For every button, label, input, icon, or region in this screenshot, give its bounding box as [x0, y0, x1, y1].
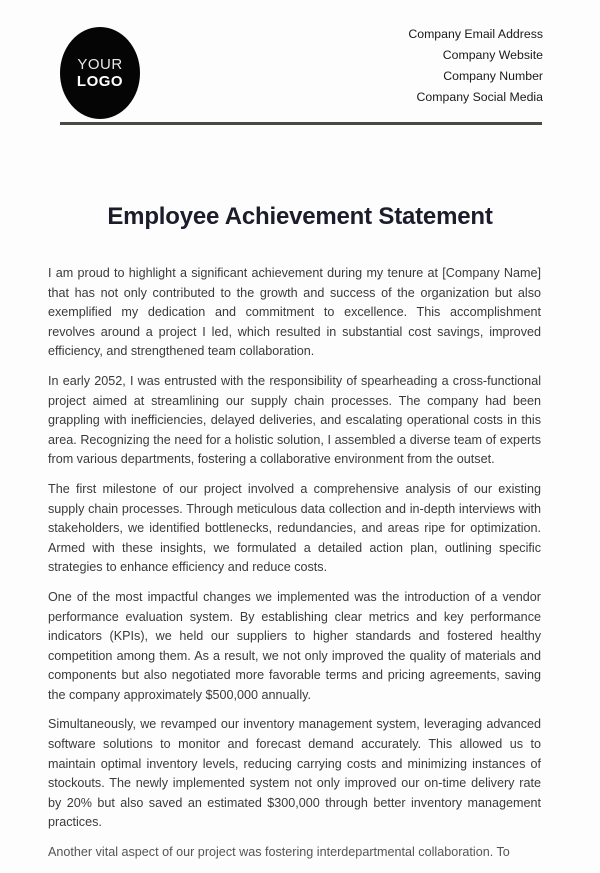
company-contact-block [408, 26, 543, 110]
document-body [48, 264, 541, 873]
paragraph: In early 2052, I was entrusted with the responsibility of spearheading a cross-functional project aimed at streamlining our supply chain processes. The company had been grappling with inefficiencies, delayed deliveries, and escalating operational costs in this area. Recognizing the need for a holistic solution, I assembled a diverse team of experts from various departments, fostering a collaborative environment from the outset. [48, 373, 541, 467]
header-divider [60, 122, 542, 125]
company-social-media: Company Social Media [416, 90, 543, 104]
company-number: Company Number [443, 69, 543, 83]
logo-text-your: YOUR [77, 56, 123, 73]
company-website: Company Website [442, 48, 543, 62]
logo-text-logo: LOGO [76, 73, 124, 90]
paragraph: I am proud to highlight a significant achievement during my tenure at [Company Name] that has not only contributed to the growth and success of the organization but also exemplified my dedication and commitment to excellence. This accomplishment revolves around a project I led, which resulted in substantial cost savings, improved efficiency, and strengthened team collaboration. [48, 266, 541, 359]
paragraph: Another vital aspect of our project was fostering interdepartmental collaboration. To [48, 845, 510, 860]
paragraph: One of the most impactful changes we implemented was the introduction of a vendor performance evaluation system. By establishing clear metrics and key performance indicators (KPIs), we held our suppliers to higher standards and fostered healthy competition among them. As a result, we not only improved the quality of materials and components but also negotiated more favorable terms and pricing agreements, saving the company approximately $500,000 annually. [48, 589, 541, 702]
paragraph: The first milestone of our project involved a comprehensive analysis of our existing supply chain processes. Through meticulous data collection and in-depth interviews with stakeholders, we identified bottlenecks, redundancies, and areas ripe for optimization. Armed with these insights, we formulated a detailed action plan, outlining specific strategies to enhance efficiency and reduce costs. [48, 481, 541, 575]
paragraph: Simultaneously, we revamped our inventory management system, leveraging advanced software solutions to monitor and forecast demand accurately. This allowed us to maintain optimal inventory levels, reducing carrying costs and minimizing instances of stockouts. The newly implemented system not only improved our on-time delivery rate by 20% but also saved an estimated $300,000 through better inventory management practices. [48, 717, 541, 830]
company-email: Company Email Address [408, 27, 543, 41]
company-logo [60, 27, 140, 119]
document-title: Employee Achievement Statement [107, 203, 493, 230]
